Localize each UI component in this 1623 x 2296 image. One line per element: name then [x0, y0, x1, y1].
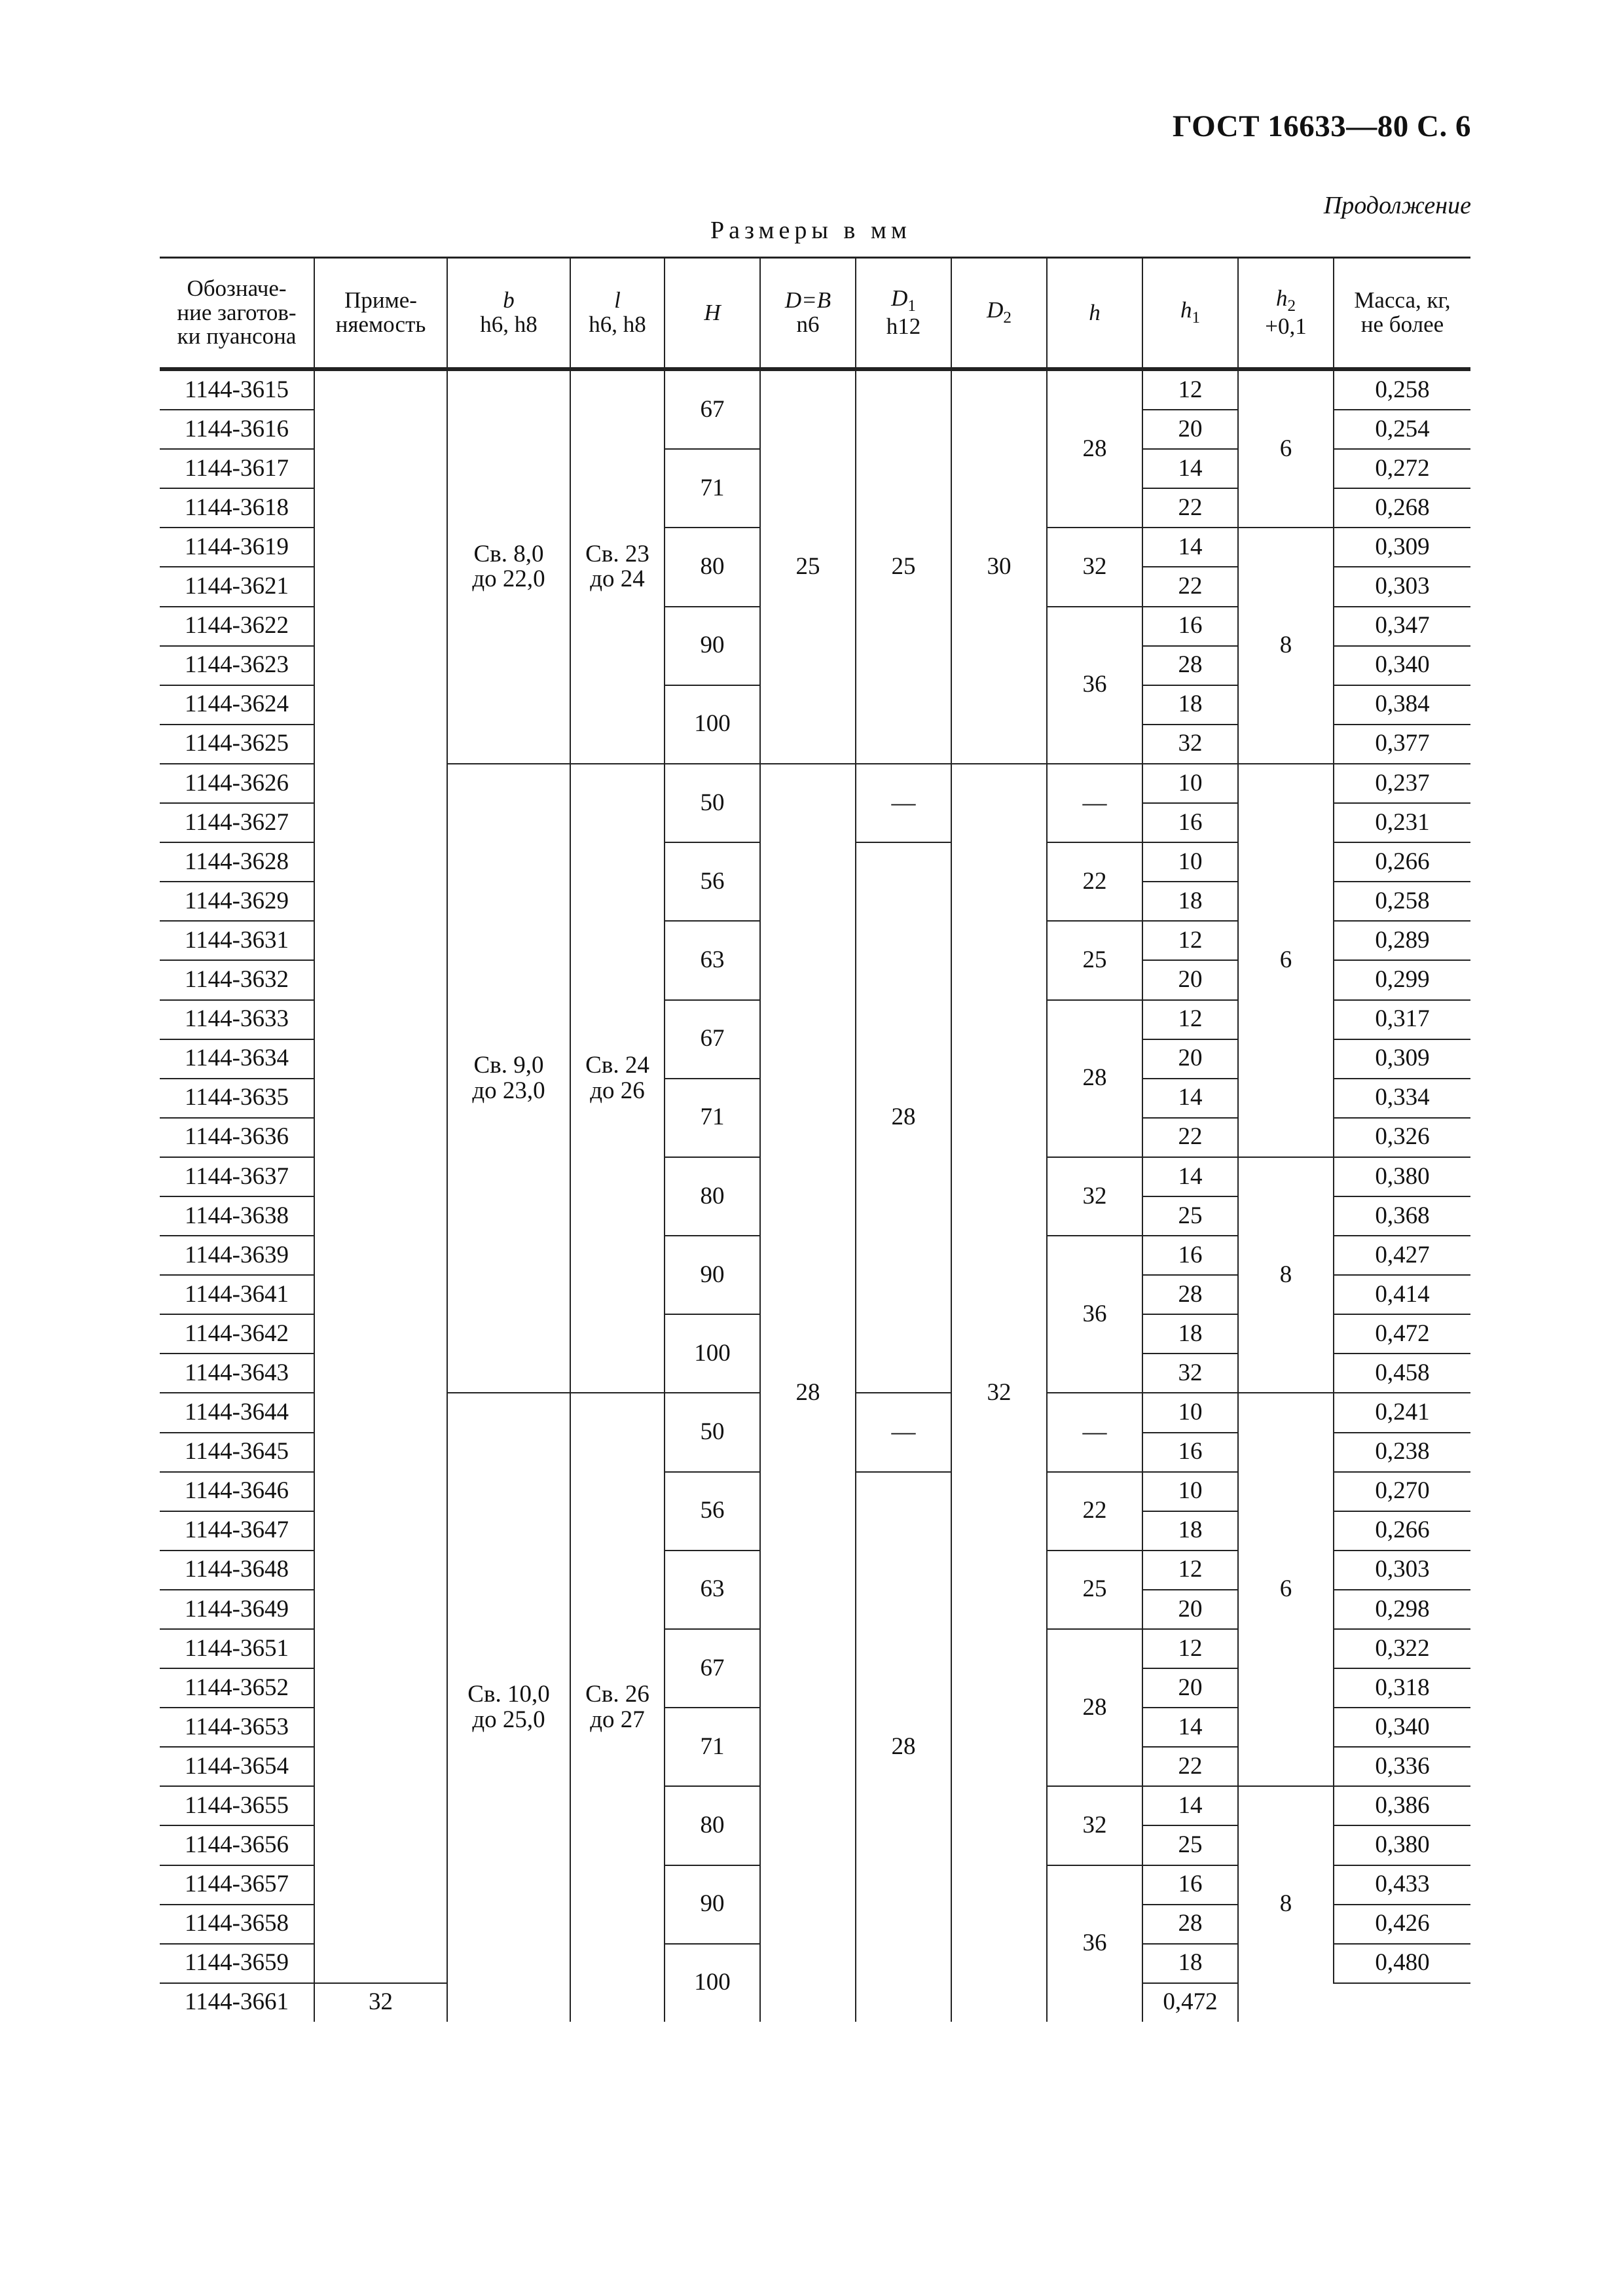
header-row — [160, 258, 1470, 370]
cell-mass: 0,340 — [1334, 1708, 1470, 1747]
cell-h1: 22 — [1142, 488, 1238, 528]
col-header-applicability: Приме- няемость — [314, 258, 447, 370]
cell-H: 71 — [665, 1079, 760, 1157]
cell-h2: 6 — [1238, 369, 1334, 528]
cell-h: 32 — [1047, 528, 1142, 606]
cell-h1: 18 — [1142, 1314, 1238, 1354]
cell-mass: 0,318 — [1334, 1668, 1470, 1708]
table-caption: Размеры в мм — [710, 217, 911, 244]
cell-h1: 18 — [1142, 882, 1238, 921]
col-header-D1: $D_1$ h12 — [856, 258, 951, 370]
cell-designation: 1144-3638 — [160, 1196, 314, 1236]
cell-h1: 10 — [1142, 1472, 1238, 1511]
cell-h: 28 — [1047, 1000, 1142, 1157]
cell-mass: 0,384 — [1334, 685, 1470, 725]
cell-h1: 22 — [1142, 1747, 1238, 1786]
cell-h: 36 — [1047, 1236, 1142, 1393]
cell-h1: 32 — [1142, 1354, 1238, 1393]
cell-mass: 0,303 — [1334, 1551, 1470, 1590]
page-header: ГОСТ 16633—80 С. 6 — [1172, 109, 1471, 143]
continuation-label: Продолжение — [1323, 192, 1471, 219]
cell-D1: 28 — [856, 842, 951, 1393]
cell-mass: 0,340 — [1334, 646, 1470, 685]
col-header-mass: Масса, кг, не более — [1334, 258, 1470, 370]
cell-H: 56 — [665, 842, 760, 921]
cell-mass: 0,380 — [1334, 1825, 1470, 1865]
cell-designation: 1144-3661 — [185, 1988, 289, 2016]
cell-mass: 0,322 — [1334, 1629, 1470, 1668]
cell-h: 28 — [1047, 1629, 1142, 1786]
cell-designation: 1144-3644 — [160, 1393, 314, 1432]
cell-h1: 20 — [1142, 1590, 1238, 1629]
cell-H: 90 — [665, 1236, 760, 1314]
col-header-D-B: D=B n6 — [760, 258, 856, 370]
cell-mass: 0,336 — [1334, 1747, 1470, 1786]
cell-designation: 1144-3616 — [160, 410, 314, 449]
cell-designation: 1144-3652 — [160, 1668, 314, 1708]
cell-designation: 1144-3617 — [160, 449, 314, 488]
cell-h1: 16 — [1142, 607, 1238, 646]
cell-H: 90 — [665, 607, 760, 685]
col-header-D2: $D_2$ — [951, 258, 1047, 370]
cell-h: 22 — [1047, 1472, 1142, 1551]
cell-D-B: 28 — [760, 764, 856, 2022]
cell-mass: 0,258 — [1334, 882, 1470, 921]
cell-designation: 1144-3647 — [160, 1511, 314, 1551]
cell-D1: 28 — [856, 1472, 951, 2022]
cell-mass: 0,254 — [1334, 410, 1470, 449]
cell-h1: 18 — [1142, 1944, 1238, 1983]
cell-mass: 0,472 — [1142, 1983, 1238, 2022]
cell-designation: 1144-3655 — [160, 1786, 314, 1825]
cell-designation: 1144-3637 — [160, 1157, 314, 1196]
cell-D2: 32 — [951, 764, 1047, 2022]
col-header-h1: $h_1$ — [1142, 258, 1238, 370]
cell-h1: 20 — [1142, 960, 1238, 999]
cell-h1: 25 — [1142, 1825, 1238, 1865]
cell-h1: 20 — [1142, 410, 1238, 449]
cell-l: Св. 23 до 24 — [570, 369, 665, 764]
cell-b: Св. 8,0 до 22,0 — [447, 369, 570, 764]
cell-designation: 1144-3656 — [160, 1825, 314, 1865]
cell-designation: 1144-3622 — [160, 607, 314, 646]
cell-designation: 1144-3619 — [160, 528, 314, 567]
cell-h: 22 — [1047, 842, 1142, 921]
cell-designation: 1144-3651 — [160, 1629, 314, 1668]
cell-h1: 16 — [1142, 1865, 1238, 1905]
cell-D2: 30 — [951, 369, 1047, 764]
cell-designation: 1144-3631 — [160, 921, 314, 960]
cell-applicability — [314, 369, 447, 1983]
cell-h1: 18 — [1142, 685, 1238, 725]
col-header-h2: $h_2$ +0,1 — [1238, 258, 1334, 370]
cell-designation: 1144-3653 — [160, 1708, 314, 1747]
cell-mass: 0,238 — [1334, 1433, 1470, 1472]
cell-mass: 0,426 — [1334, 1905, 1470, 1944]
cell-h1: 32 — [314, 1983, 447, 2022]
cell-h2: 8 — [1238, 1786, 1334, 2022]
cell-mass: 0,309 — [1334, 528, 1470, 567]
cell-h1: 12 — [1142, 1000, 1238, 1039]
cell-h1: 25 — [1142, 1196, 1238, 1236]
cell-designation: 1144-3658 — [160, 1905, 314, 1944]
cell-H: 71 — [665, 449, 760, 528]
cell-D1: 25 — [856, 369, 951, 764]
cell-mass: 0,289 — [1334, 921, 1470, 960]
cell-mass: 0,268 — [1334, 488, 1470, 528]
cell-H: 80 — [665, 528, 760, 606]
cell-l: Св. 24 до 26 — [570, 764, 665, 1393]
cell-h: 36 — [1047, 607, 1142, 764]
cell-h1: 16 — [1142, 803, 1238, 842]
cell-mass: 0,380 — [1334, 1157, 1470, 1196]
cell-designation: 1144-3634 — [160, 1039, 314, 1079]
cell-mass: 0,241 — [1334, 1393, 1470, 1432]
cell-designation: 1144-3627 — [160, 803, 314, 842]
cell-h1: 28 — [1142, 1905, 1238, 1944]
cell-mass: 0,266 — [1334, 1511, 1470, 1551]
cell-designation: 1144-3646 — [160, 1472, 314, 1511]
cell-h2: 6 — [1238, 1393, 1334, 1786]
cell-h1: 10 — [1142, 764, 1238, 803]
col-header-designation: Обозначе- ние заготов- ки пуансона — [160, 258, 314, 370]
cell-h1: 14 — [1142, 528, 1238, 567]
cell-h: 32 — [1047, 1786, 1142, 1865]
cell-mass: 0,237 — [1334, 764, 1470, 803]
cell-designation: 1144-3632 — [160, 960, 314, 999]
cell-D1: — — [856, 764, 951, 842]
cell-h1: 18 — [1142, 1511, 1238, 1551]
cell-h1: 20 — [1142, 1668, 1238, 1708]
cell-designation: 1144-3618 — [160, 488, 314, 528]
cell-designation: 1144-3635 — [160, 1079, 314, 1118]
cell-H: 71 — [665, 1708, 760, 1786]
cell-H: 63 — [665, 1551, 760, 1629]
cell-H: 90 — [665, 1865, 760, 1944]
cell-H: 80 — [665, 1157, 760, 1236]
cell-h1: 14 — [1142, 449, 1238, 488]
cell-mass: 0,272 — [1334, 449, 1470, 488]
cell-mass: 0,334 — [1334, 1079, 1470, 1118]
cell-h: 32 — [1047, 1157, 1142, 1236]
cell-mass: 0,386 — [1334, 1786, 1470, 1825]
cell-mass: 0,299 — [1334, 960, 1470, 999]
cell-designation: 1144-3659 — [160, 1944, 314, 1983]
cell-designation: 1144-3623 — [160, 646, 314, 685]
cell-mass: 0,458 — [1334, 1354, 1470, 1393]
col-header-l: l h6, h8 — [570, 258, 665, 370]
cell-mass: 0,298 — [1334, 1590, 1470, 1629]
cell-b: Св. 9,0 до 23,0 — [447, 764, 570, 1393]
cell-mass: 0,303 — [1334, 567, 1470, 606]
cell-designation: 1144-3643 — [160, 1354, 314, 1393]
cell-designation: 1144-3624 — [160, 685, 314, 725]
cell-h1: 16 — [1142, 1433, 1238, 1472]
cell-h1: 10 — [1142, 1393, 1238, 1432]
cell-designation: 1144-3645 — [160, 1433, 314, 1472]
cell-mass: 0,309 — [1334, 1039, 1470, 1079]
cell-H: 50 — [665, 764, 760, 842]
cell-designation: 1144-3628 — [160, 842, 314, 882]
cell-h1: 12 — [1142, 1629, 1238, 1668]
cell-mass: 0,326 — [1334, 1118, 1470, 1157]
cell-mass: 0,258 — [1334, 369, 1470, 410]
cell-h1: 14 — [1142, 1157, 1238, 1196]
cell-mass: 0,270 — [1334, 1472, 1470, 1511]
cell-h1: 22 — [1142, 567, 1238, 606]
cell-h1: 28 — [1142, 1275, 1238, 1314]
cell-h1: 14 — [1142, 1079, 1238, 1118]
cell-mass: 0,427 — [1334, 1236, 1470, 1275]
cell-designation: 1144-3633 — [160, 1000, 314, 1039]
cell-h: 28 — [1047, 369, 1142, 528]
cell-mass: 0,368 — [1334, 1196, 1470, 1236]
cell-h1: 16 — [1142, 1236, 1238, 1275]
cell-H: 100 — [665, 1314, 760, 1393]
cell-designation: 1144-3639 — [160, 1236, 314, 1275]
cell-h2: 8 — [1238, 528, 1334, 764]
cell-H: 50 — [665, 1393, 760, 1471]
cell-H: 63 — [665, 921, 760, 999]
cell-designation: 1144-3625 — [160, 725, 314, 764]
cell-mass: 0,433 — [1334, 1865, 1470, 1905]
cell-h1: 12 — [1142, 1551, 1238, 1590]
col-header-H: H — [665, 258, 760, 370]
cell-h2: 6 — [1238, 764, 1334, 1157]
cell-H: 100 — [665, 685, 760, 764]
cell-designation: 1144-3615 — [160, 369, 314, 410]
cell-mass: 0,231 — [1334, 803, 1470, 842]
cell-mass: 0,266 — [1334, 842, 1470, 882]
cell-h: 25 — [1047, 1551, 1142, 1629]
cell-H: 67 — [665, 369, 760, 449]
cell-H: 80 — [665, 1786, 760, 1865]
cell-h1: 28 — [1142, 646, 1238, 685]
cell-mass: 0,414 — [1334, 1275, 1470, 1314]
col-header-b: b h6, h8 — [447, 258, 570, 370]
cell-b: Св. 10,0 до 25,0 — [447, 1393, 570, 2022]
cell-mass: 0,347 — [1334, 607, 1470, 646]
cell-mass: 0,317 — [1334, 1000, 1470, 1039]
cell-H: 56 — [665, 1472, 760, 1551]
cell-l: Св. 26 до 27 — [570, 1393, 665, 2022]
cell-h: 25 — [1047, 921, 1142, 999]
cell-designation: 1144-3649 — [160, 1590, 314, 1629]
dimensions-table — [160, 257, 1470, 2022]
cell-mass: 0,377 — [1334, 725, 1470, 764]
col-header-h: h — [1047, 258, 1142, 370]
cell-H: 67 — [665, 1629, 760, 1708]
cell-H: 100 — [665, 1944, 760, 2022]
table-body — [160, 369, 1470, 2022]
cell-h1: 12 — [1142, 921, 1238, 960]
cell-mass: 0,480 — [1334, 1944, 1470, 1983]
cell-D-B: 25 — [760, 369, 856, 764]
cell-D1: — — [856, 1393, 951, 1471]
cell-mass: 0,472 — [1334, 1314, 1470, 1354]
table-row — [160, 369, 1470, 410]
cell-h1: 12 — [1142, 369, 1238, 410]
cell-designation: 1144-3648 — [160, 1551, 314, 1590]
cell-designation: 1144-3654 — [160, 1747, 314, 1786]
cell-h1: 14 — [1142, 1786, 1238, 1825]
cell-H: 67 — [665, 1000, 760, 1079]
cell-h: — — [1047, 1393, 1142, 1471]
cell-designation: 1144-3642 — [160, 1314, 314, 1354]
cell-designation: 1144-3621 — [160, 567, 314, 606]
cell-designation: 1144-3629 — [160, 882, 314, 921]
cell-designation: 1144-3641 — [160, 1275, 314, 1314]
cell-h1: 22 — [1142, 1118, 1238, 1157]
cell-designation: 1144-3657 — [160, 1865, 314, 1905]
cell-designation: 1144-3636 — [160, 1118, 314, 1157]
cell-h: — — [1047, 764, 1142, 842]
cell-h: 36 — [1047, 1865, 1142, 2022]
cell-h1: 32 — [1142, 725, 1238, 764]
cell-h1: 14 — [1142, 1708, 1238, 1747]
cell-designation: 1144-3626 — [160, 764, 314, 803]
cell-h1: 20 — [1142, 1039, 1238, 1079]
cell-h2: 8 — [1238, 1157, 1334, 1393]
cell-h1: 10 — [1142, 842, 1238, 882]
